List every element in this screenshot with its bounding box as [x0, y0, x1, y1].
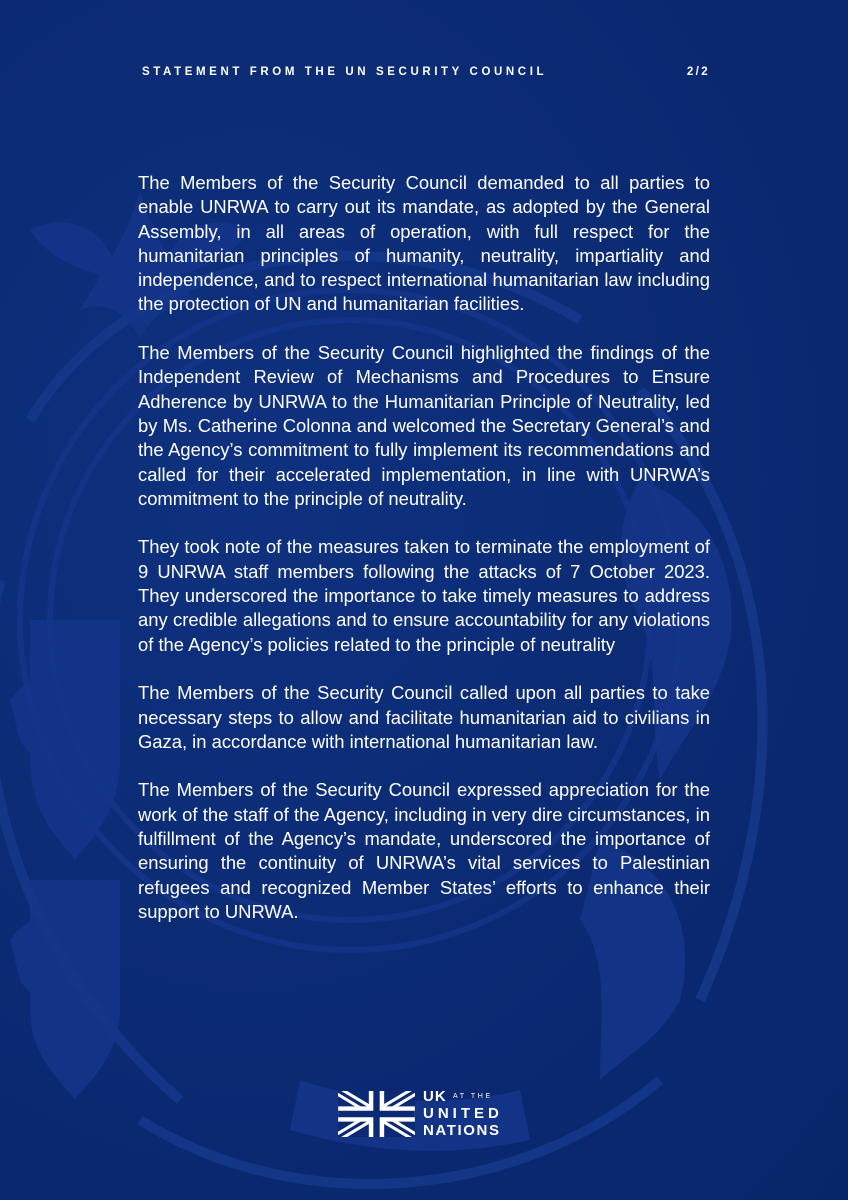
logo-united: UNITED: [423, 1105, 503, 1122]
union-flag-icon: [338, 1091, 415, 1137]
paragraph: The Members of the Security Council called upon all parties to take necessary steps to allow and facilitate humanitarian aid to civilians in Gaza, in accordance with international humanitarian law.: [138, 682, 710, 752]
logo-wordmark: [423, 1089, 515, 1141]
paragraph: The Members of the Security Council expressed appreciation for the work of the staff of the Agency, including in very dire circumstances, in fulfillment of the Agency’s mandate, underscored the importance of ensuring the continuity of UNRWA’s vital services to Palestinian refugees and recognized Member States’ efforts to enhance their support to UNRWA.: [138, 779, 710, 922]
logo-nations: NATIONS: [423, 1122, 501, 1139]
page-header: [142, 66, 710, 82]
logo-uk: UK: [423, 1088, 447, 1105]
uk-at-the-united-nations-logo: [338, 1089, 514, 1141]
paragraph: The Members of the Security Council highlighted the findings of the Independent Review of Mechanisms and Procedures to Ensure Adherence by UNRWA to the Humanitarian Principle of Neutrality, led by Ms. Catherine Colonna and welcomed the Secretary General’s and the Agency’s commitment to fully implement its recommendations and called for their accelerated implementation, in line with UNRWA’s commitment to the principle of neutrality.: [138, 342, 710, 509]
paragraph: The Members of the Security Council demanded to all parties to enable UNRWA to carry out its mandate, as adopted by the General Assembly, in all areas of operation, with full respect for the humanitarian principles of humanity, neutrality, impartiality and independence, and to respect international humanitarian law including the protection of UN and humanitarian facilities.: [138, 172, 710, 315]
logo-at-the: AT THE: [453, 1093, 493, 1100]
document-title: STATEMENT FROM THE UN SECURITY COUNCIL: [142, 66, 548, 78]
page-number: 2/2: [686, 66, 710, 78]
paragraph: They took note of the measures taken to terminate the employment of 9 UNRWA staff members following the attacks of 7 October 2023. They underscored the importance to take timely measures to address any credible allegations and to ensure accountability for any violations of the Agency’s policies related to the principle of neutrality: [138, 536, 710, 655]
statement-body: [138, 171, 710, 949]
